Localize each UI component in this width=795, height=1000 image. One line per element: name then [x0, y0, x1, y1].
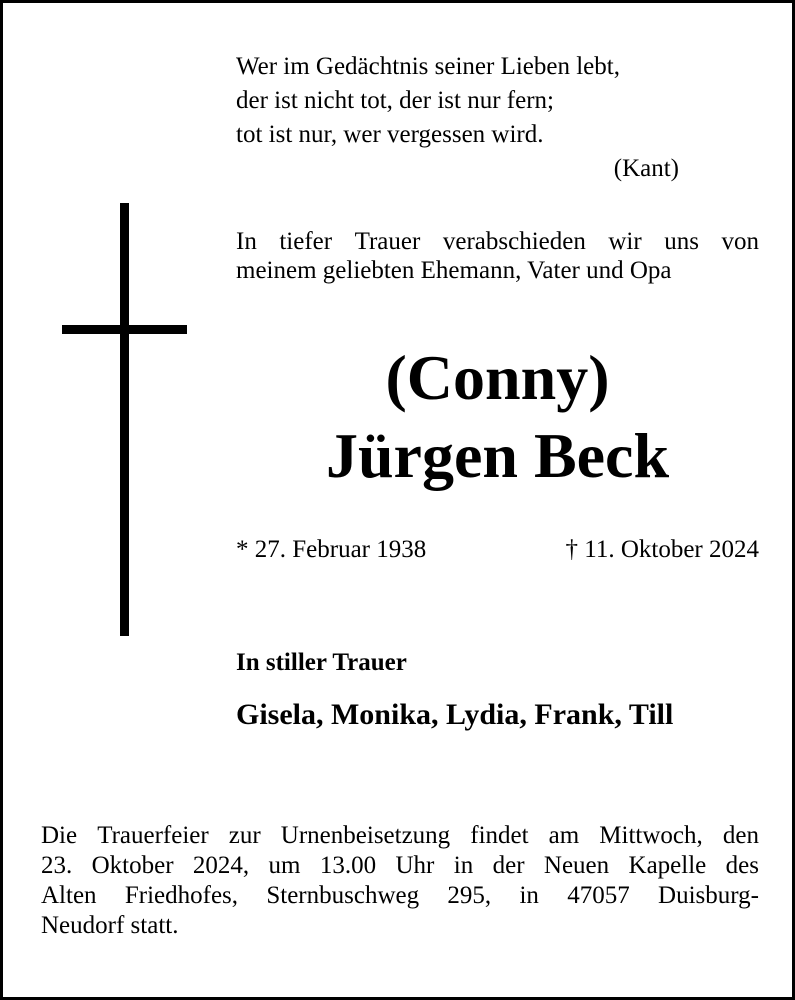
ceremony-word: Sternbuschweg — [266, 882, 420, 909]
ceremony-word: 295, — [447, 882, 492, 909]
ceremony-word: in — [519, 882, 539, 909]
deceased-name: Jürgen Beck — [325, 420, 670, 491]
ceremony-word: den — [722, 822, 759, 849]
ceremony-word: Urnenbeisetzung — [280, 822, 451, 849]
ceremony-word: der — [492, 852, 525, 879]
ceremony-line-3 — [41, 881, 759, 911]
ceremony-word: zur — [228, 822, 261, 849]
ceremony-word: Friedhofes, — [124, 882, 239, 909]
ceremony-word: 23. — [41, 852, 73, 879]
death-date: † 11. Oktober 2024 — [565, 536, 759, 563]
ceremony-word: 13.00 — [319, 852, 377, 879]
ceremony-word: in — [453, 852, 474, 879]
deceased-name-block — [236, 339, 759, 495]
memorial-quote — [236, 50, 681, 186]
intro-word: verabschieden — [442, 228, 586, 255]
ceremony-word: Neuen — [543, 852, 610, 879]
ceremony-word: Trauerfeier — [97, 822, 209, 849]
ceremony-line-2 — [41, 851, 759, 881]
ceremony-details — [41, 821, 759, 941]
ceremony-line-4: Neudorf statt. — [41, 912, 179, 939]
ceremony-word: 2024, — [192, 852, 250, 879]
cross-vertical-bar — [120, 203, 129, 636]
intro-line-1 — [236, 227, 759, 256]
farewell-intro — [236, 227, 759, 285]
quote-line: tot ist nur, wer vergessen wird. — [236, 121, 544, 148]
quote-author: (Kant) — [613, 155, 679, 182]
ceremony-word: Oktober — [91, 852, 174, 879]
ceremony-word: Kapelle — [628, 852, 707, 879]
ceremony-word: um — [268, 852, 301, 879]
intro-line-2: meinem geliebten Ehemann, Vater und Opa — [236, 257, 672, 284]
intro-word: uns — [664, 228, 699, 255]
mourning-label: In stiller Trauer — [236, 649, 407, 676]
ceremony-word: Duisburg- — [658, 882, 759, 909]
mourner-names: Gisela, Monika, Lydia, Frank, Till — [236, 698, 674, 731]
intro-word: Trauer — [354, 228, 421, 255]
ceremony-word: Mittwoch, — [599, 822, 703, 849]
intro-word: von — [721, 228, 759, 255]
life-dates — [236, 535, 759, 565]
ceremony-line-1 — [41, 821, 759, 851]
ceremony-word: 47057 — [567, 882, 630, 909]
ceremony-word: Alten — [41, 882, 97, 909]
intro-word: tiefer — [279, 228, 333, 255]
ceremony-word: Uhr — [395, 852, 435, 879]
intro-word: wir — [608, 228, 642, 255]
cross-horizontal-bar — [62, 325, 187, 334]
ceremony-word: findet — [470, 822, 529, 849]
ceremony-word: am — [548, 822, 580, 849]
ceremony-word: des — [725, 852, 759, 879]
birth-date: * 27. Februar 1938 — [236, 536, 427, 563]
intro-word: In — [236, 228, 257, 255]
quote-line: der ist nicht tot, der ist nur fern; — [236, 87, 554, 114]
deceased-nickname: (Conny) — [385, 342, 610, 413]
ceremony-word: Die — [41, 822, 78, 849]
quote-line: Wer im Gedächtnis seiner Lieben lebt, — [236, 53, 620, 80]
